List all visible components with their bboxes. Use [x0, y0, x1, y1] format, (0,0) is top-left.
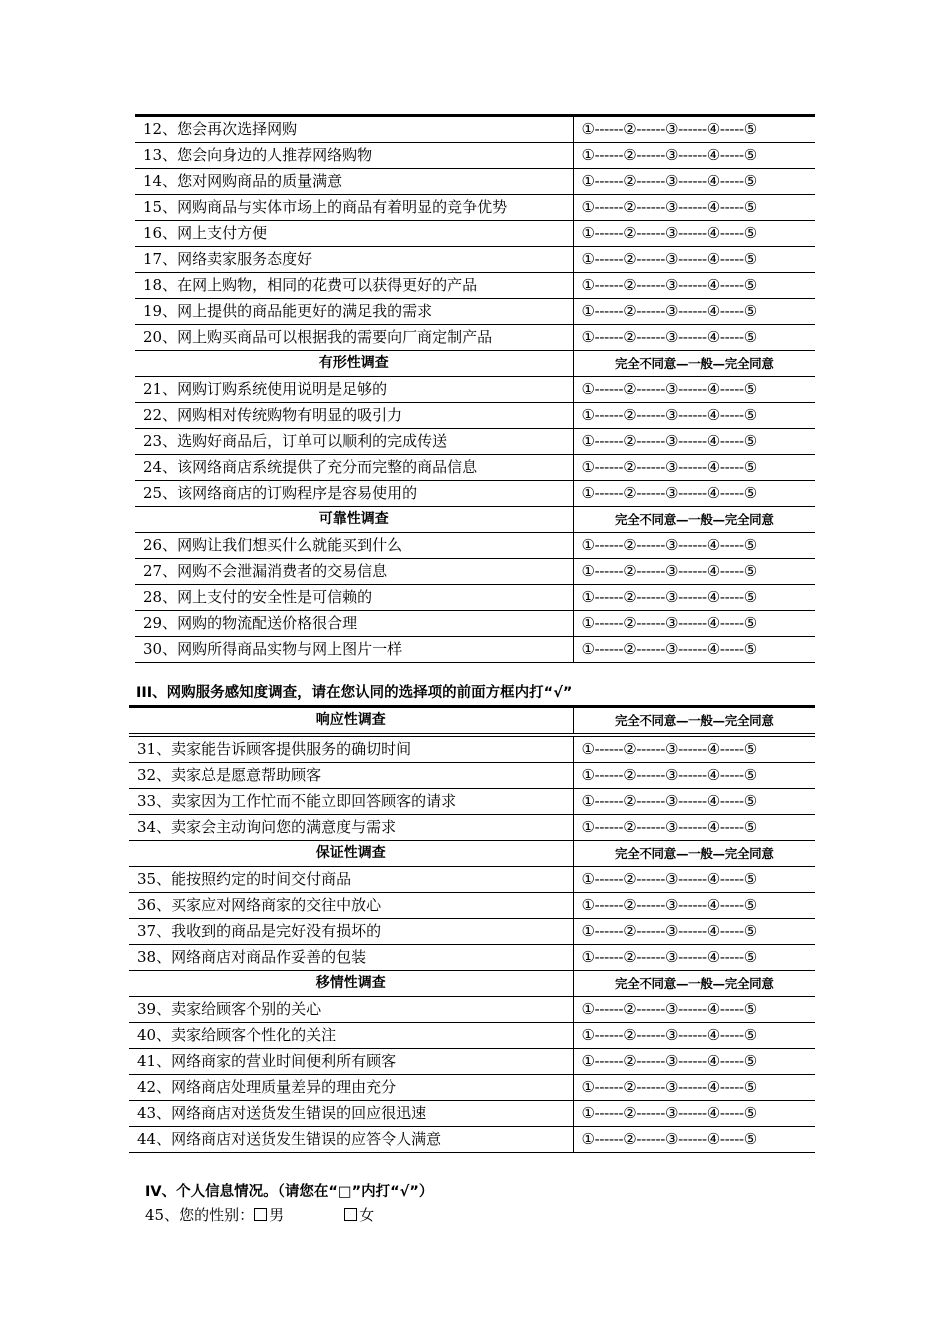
rating-scale[interactable]: ①------②------③------④-----⑤: [573, 116, 815, 143]
question-text: 14、您对网购商品的质量满意: [135, 169, 573, 195]
table-row: [135, 585, 815, 611]
question-text: 33、卖家因为工作忙而不能立即回答顾客的请求: [129, 789, 573, 815]
section-3-title: III、网购服务感知度调查，请在您认同的选择项的前面方框内打“√”: [136, 685, 573, 701]
question-text: 44、网络商店对送货发生错误的应答令人满意: [129, 1127, 573, 1153]
rating-scale[interactable]: ①------②------③------④-----⑤: [573, 143, 815, 169]
table-row: [129, 1127, 815, 1153]
section-title: 有形性调查: [135, 351, 573, 377]
rating-scale[interactable]: ①------②------③------④-----⑤: [573, 247, 815, 273]
rating-scale[interactable]: ①------②------③------④-----⑤: [573, 533, 815, 559]
section-header-empathy: [129, 971, 815, 997]
rating-scale[interactable]: ①------②------③------④-----⑤: [573, 377, 815, 403]
rating-scale[interactable]: ①------②------③------④-----⑤: [573, 585, 815, 611]
question-45-label: 45、您的性别：: [145, 1206, 255, 1224]
table-row: [135, 481, 815, 507]
table-row: [135, 169, 815, 195]
table-row: [135, 429, 815, 455]
table-row: [129, 763, 815, 789]
rating-scale[interactable]: ①------②------③------④-----⑤: [573, 1101, 815, 1127]
table-row: [135, 273, 815, 299]
question-text: 17、网络卖家服务态度好: [135, 247, 573, 273]
question-text: 32、卖家总是愿意帮助顾客: [129, 763, 573, 789]
question-text: 13、您会向身边的人推荐网络购物: [135, 143, 573, 169]
scale-header: 完全不同意—一般—完全同意: [573, 507, 815, 533]
option-female-label: 女: [359, 1206, 375, 1224]
section-title: 可靠性调查: [135, 507, 573, 533]
question-text: 26、网购让我们想买什么就能买到什么: [135, 533, 573, 559]
checkbox-female[interactable]: [344, 1208, 357, 1221]
section-header-tangibility: [135, 351, 815, 377]
question-text: 39、卖家给顾客个别的关心: [129, 997, 573, 1023]
option-male-label: 男: [269, 1206, 285, 1224]
rating-scale[interactable]: ①------②------③------④-----⑤: [573, 429, 815, 455]
section-4-title: IV、个人信息情况。（请您在“□”内打“√”）: [145, 1184, 434, 1200]
table-row: [129, 1023, 815, 1049]
question-text: 28、网上支付的安全性是可信赖的: [135, 585, 573, 611]
rating-scale[interactable]: ①------②------③------④-----⑤: [573, 637, 815, 663]
table-row: [135, 559, 815, 585]
section-title: 响应性调查: [129, 707, 573, 736]
rating-scale[interactable]: ①------②------③------④-----⑤: [573, 169, 815, 195]
rating-scale[interactable]: ①------②------③------④-----⑤: [573, 815, 815, 841]
question-text: 16、网上支付方便: [135, 221, 573, 247]
survey-table-part2: [135, 114, 815, 663]
section-title: 保证性调查: [129, 841, 573, 867]
question-text: 19、网上提供的商品能更好的满足我的需求: [135, 299, 573, 325]
rating-scale[interactable]: ①------②------③------④-----⑤: [573, 945, 815, 971]
scale-header: 完全不同意—一般—完全同意: [573, 971, 815, 997]
question-text: 43、网络商店对送货发生错误的回应很迅速: [129, 1101, 573, 1127]
question-text: 29、网购的物流配送价格很合理: [135, 611, 573, 637]
rating-scale[interactable]: ①------②------③------④-----⑤: [573, 763, 815, 789]
section-header-reliability: [135, 507, 815, 533]
section-header-responsiveness: [129, 707, 815, 736]
table-row: [135, 247, 815, 273]
question-text: 24、该网络商店系统提供了充分而完整的商品信息: [135, 455, 573, 481]
table-row: [135, 195, 815, 221]
table-row: [129, 919, 815, 945]
table-row: [129, 789, 815, 815]
table-row: [129, 815, 815, 841]
rating-scale[interactable]: ①------②------③------④-----⑤: [573, 867, 815, 893]
question-text: 30、网购所得商品实物与网上图片一样: [135, 637, 573, 663]
table-row: [135, 611, 815, 637]
question-text: 37、我收到的商品是完好没有损坏的: [129, 919, 573, 945]
question-text: 27、网购不会泄漏消费者的交易信息: [135, 559, 573, 585]
checkbox-male[interactable]: [254, 1208, 267, 1221]
rating-scale[interactable]: ①------②------③------④-----⑤: [573, 1049, 815, 1075]
scale-header: 完全不同意—一般—完全同意: [573, 841, 815, 867]
table-row: [135, 116, 815, 143]
question-text: 38、网络商店对商品作妥善的包装: [129, 945, 573, 971]
rating-scale[interactable]: ①------②------③------④-----⑤: [573, 559, 815, 585]
question-text: 18、在网上购物，相同的花费可以获得更好的产品: [135, 273, 573, 299]
rating-scale[interactable]: ①------②------③------④-----⑤: [573, 481, 815, 507]
rating-scale[interactable]: ①------②------③------④-----⑤: [573, 1023, 815, 1049]
rating-scale[interactable]: ①------②------③------④-----⑤: [573, 1127, 815, 1153]
table-row: [129, 1101, 815, 1127]
table-row: [129, 945, 815, 971]
section-title: 移情性调查: [129, 971, 573, 997]
rating-scale[interactable]: ①------②------③------④-----⑤: [573, 299, 815, 325]
survey-table-part3: [129, 705, 815, 1153]
question-45: [145, 1204, 374, 1225]
rating-scale[interactable]: ①------②------③------④-----⑤: [573, 919, 815, 945]
rating-scale[interactable]: ①------②------③------④-----⑤: [573, 1075, 815, 1101]
question-text: 20、网上购买商品可以根据我的需要向厂商定制产品: [135, 325, 573, 351]
table-row: [135, 377, 815, 403]
rating-scale[interactable]: ①------②------③------④-----⑤: [573, 455, 815, 481]
rating-scale[interactable]: ①------②------③------④-----⑤: [573, 735, 815, 763]
table-row: [129, 893, 815, 919]
question-text: 12、您会再次选择网购: [143, 120, 298, 138]
table-row: [135, 533, 815, 559]
rating-scale[interactable]: ①------②------③------④-----⑤: [573, 611, 815, 637]
table-row: [135, 299, 815, 325]
question-text: 34、卖家会主动询问您的满意度与需求: [129, 815, 573, 841]
question-text: 31、卖家能告诉顾客提供服务的确切时间: [129, 735, 573, 763]
section-header-assurance: [129, 841, 815, 867]
table-row: [129, 735, 815, 763]
rating-scale[interactable]: ①------②------③------④-----⑤: [573, 273, 815, 299]
question-text: 35、能按照约定的时间交付商品: [129, 867, 573, 893]
question-text: 15、网购商品与实体市场上的商品有着明显的竞争优势: [135, 195, 573, 221]
question-text: 40、卖家给顾客个性化的关注: [129, 1023, 573, 1049]
rating-scale[interactable]: ①------②------③------④-----⑤: [573, 325, 815, 351]
table-row: [135, 143, 815, 169]
scale-header: 完全不同意—一般—完全同意: [573, 707, 815, 736]
question-text: 23、选购好商品后，订单可以顺利的完成传送: [135, 429, 573, 455]
table-row: [135, 637, 815, 663]
scale-header: 完全不同意—一般—完全同意: [573, 351, 815, 377]
rating-scale[interactable]: ①------②------③------④-----⑤: [573, 997, 815, 1023]
table-row: [135, 221, 815, 247]
table-row: [135, 455, 815, 481]
rating-scale[interactable]: ①------②------③------④-----⑤: [573, 195, 815, 221]
question-text: 42、网络商店处理质量差异的理由充分: [129, 1075, 573, 1101]
rating-scale[interactable]: ①------②------③------④-----⑤: [573, 221, 815, 247]
rating-scale[interactable]: ①------②------③------④-----⑤: [573, 789, 815, 815]
question-text: 21、网购订购系统使用说明是足够的: [135, 377, 573, 403]
question-text: 25、该网络商店的订购程序是容易使用的: [135, 481, 573, 507]
table-row: [129, 1049, 815, 1075]
question-text: 22、网购相对传统购物有明显的吸引力: [135, 403, 573, 429]
table-row: [129, 867, 815, 893]
question-text: 41、网络商家的营业时间便利所有顾客: [129, 1049, 573, 1075]
rating-scale[interactable]: ①------②------③------④-----⑤: [573, 403, 815, 429]
table-row: [129, 1075, 815, 1101]
table-row: [135, 325, 815, 351]
question-text: 36、买家应对网络商家的交往中放心: [129, 893, 573, 919]
rating-scale[interactable]: ①------②------③------④-----⑤: [573, 893, 815, 919]
table-row: [135, 403, 815, 429]
table-row: [129, 997, 815, 1023]
